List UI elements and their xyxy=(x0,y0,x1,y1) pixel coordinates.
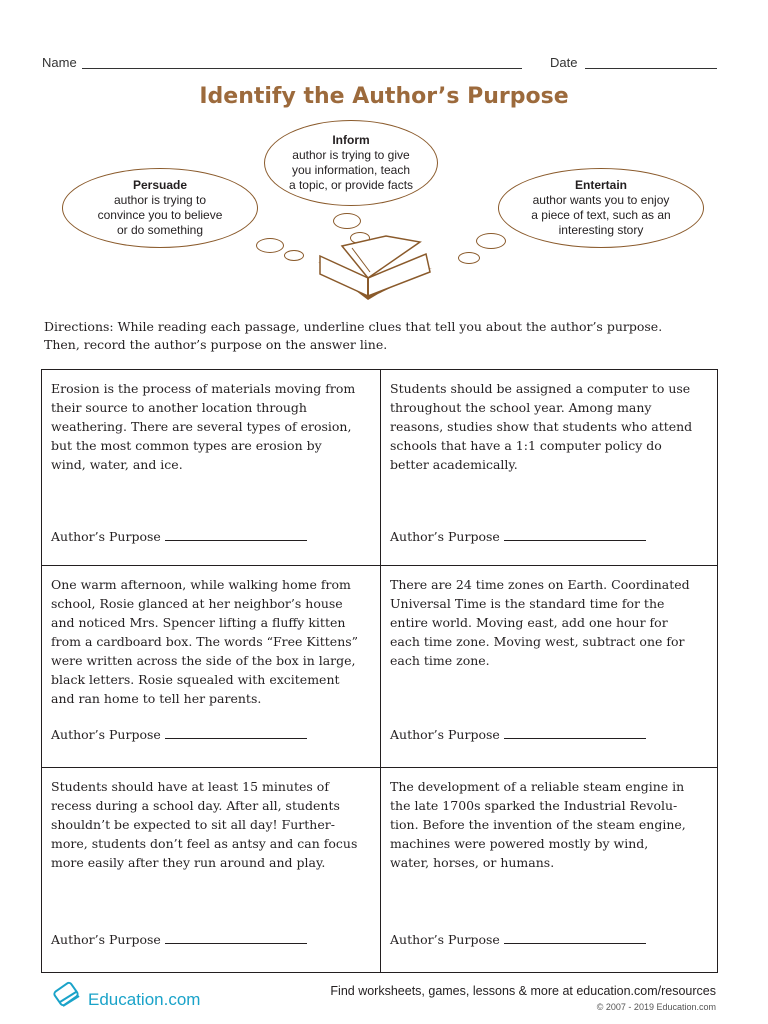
thought-dot xyxy=(256,238,284,253)
passage-line: There are 24 time zones on Earth. Coordinated xyxy=(390,577,690,592)
passage-line: Students should be assigned a computer to use xyxy=(390,381,691,396)
purpose-label: Author’s Purpose xyxy=(51,529,161,544)
passage-line: more, students don’t feel as antsy and can focus xyxy=(51,836,358,851)
passage-line: from a cardboard box. The words “Free Kittens” xyxy=(51,634,359,649)
passage-line: wind, water, and ice. xyxy=(51,457,183,472)
passage-cell-4 xyxy=(381,566,718,767)
footer-tagline[interactable]: Find worksheets, games, lessons & more at education.com/resources xyxy=(330,984,716,998)
education-logo-text[interactable]: Education.com xyxy=(88,990,201,1009)
answer-line[interactable] xyxy=(165,726,307,739)
inform-line-1: author is trying to give xyxy=(292,148,410,162)
passage-line: Universal Time is the standard time for the xyxy=(390,596,665,611)
authors-purpose-answer xyxy=(390,931,646,947)
purpose-label: Author’s Purpose xyxy=(390,727,500,742)
purpose-label: Author’s Purpose xyxy=(390,529,500,544)
passage-text xyxy=(390,777,712,872)
thought-dot xyxy=(284,250,304,261)
passage-cell-5 xyxy=(42,768,380,972)
answer-line[interactable] xyxy=(504,528,646,541)
thought-dot xyxy=(476,233,506,249)
passage-line: schools that have a 1:1 computer policy do xyxy=(390,438,662,453)
entertain-line-3: interesting story xyxy=(558,223,644,237)
passage-line: and noticed Mrs. Spencer lifting a fluffy kitten xyxy=(51,615,346,630)
passage-line: better academically. xyxy=(390,457,518,472)
passage-text xyxy=(51,777,373,872)
directions xyxy=(44,318,734,354)
authors-purpose-answer xyxy=(51,931,307,947)
purpose-label: Author’s Purpose xyxy=(390,932,500,947)
passage-line: One warm afternoon, while walking home from xyxy=(51,577,351,592)
passage-line: and ran home to tell her parents. xyxy=(51,691,262,706)
inform-line-2: you information, teach xyxy=(291,163,411,177)
passage-line: Erosion is the process of materials moving from xyxy=(51,381,356,396)
passage-line: tion. Before the invention of the steam engine, xyxy=(390,817,686,832)
name-label: Name xyxy=(42,55,77,70)
purpose-label: Author’s Purpose xyxy=(51,932,161,947)
passage-line: each time zone. xyxy=(390,653,490,668)
passage-line: recess during a school day. After all, students xyxy=(51,798,340,813)
answer-line[interactable] xyxy=(165,931,307,944)
date-line[interactable] xyxy=(585,68,717,69)
thought-dot xyxy=(333,213,361,229)
authors-purpose-answer xyxy=(390,726,646,742)
passage-line: each time zone. Moving west, subtract one for xyxy=(390,634,685,649)
passage-line: water, horses, or humans. xyxy=(390,855,555,870)
passage-cell-6 xyxy=(381,768,718,972)
entertain-line-2: a piece of text, such as an xyxy=(531,208,671,222)
passage-line: their source to another location through xyxy=(51,400,307,415)
inform-heading: Inform xyxy=(332,133,370,147)
passage-line: machines were powered mostly by wind, xyxy=(390,836,649,851)
passage-line: reasons, studies show that students who attend xyxy=(390,419,693,434)
passage-line: more easily after they run around and play. xyxy=(51,855,326,870)
page-title: Identify the Author’s Purpose xyxy=(199,84,569,109)
passage-text xyxy=(51,575,373,708)
passage-line: the late 1700s sparked the Industrial Revolu- xyxy=(390,798,678,813)
date-label: Date xyxy=(550,55,578,70)
directions-line-1: Directions: While reading each passage, underline clues that tell you about the author’s purpose. xyxy=(44,319,663,334)
passage-line: were written across the side of the box in large, xyxy=(51,653,356,668)
passage-line: The development of a reliable steam engine in xyxy=(390,779,685,794)
passage-text xyxy=(51,379,373,474)
education-logo-icon xyxy=(52,980,86,1010)
entertain-heading: Entertain xyxy=(574,178,627,192)
thought-dot xyxy=(458,252,480,264)
passage-line: school, Rosie glanced at her neighbor’s house xyxy=(51,596,343,611)
directions-line-2: Then, record the author’s purpose on the answer line. xyxy=(44,337,388,352)
answer-line[interactable] xyxy=(165,528,307,541)
persuade-line-3: or do something xyxy=(116,223,204,237)
name-line[interactable] xyxy=(82,68,522,69)
answer-line[interactable] xyxy=(504,726,646,739)
passage-text xyxy=(390,379,712,474)
passage-line: weathering. There are several types of erosion, xyxy=(51,419,352,434)
persuade-line-2: convince you to believe xyxy=(97,208,223,222)
persuade-line-1: author is trying to xyxy=(113,193,207,207)
footer-copyright: © 2007 - 2019 Education.com xyxy=(596,1002,716,1012)
authors-purpose-answer xyxy=(51,528,307,544)
purpose-label: Author’s Purpose xyxy=(51,727,161,742)
passage-grid xyxy=(41,369,718,973)
inform-line-3: a topic, or provide facts xyxy=(288,178,414,192)
entertain-line-1: author wants you to enjoy xyxy=(532,193,670,207)
answer-line[interactable] xyxy=(504,931,646,944)
inform-bubble xyxy=(264,120,438,206)
passage-line: entire world. Moving east, add one hour for xyxy=(390,615,668,630)
authors-purpose-answer xyxy=(390,528,646,544)
authors-purpose-answer xyxy=(51,726,307,742)
passage-text xyxy=(390,575,712,670)
passage-line: throughout the school year. Among many xyxy=(390,400,652,415)
passage-line: but the most common types are erosion by xyxy=(51,438,322,453)
persuade-bubble xyxy=(62,168,258,248)
persuade-heading: Persuade xyxy=(132,178,188,192)
passage-line: shouldn’t be expected to sit all day! Further- xyxy=(51,817,335,832)
passage-cell-2 xyxy=(381,370,718,565)
passage-line: black letters. Rosie squealed with excitement xyxy=(51,672,340,687)
open-book-icon xyxy=(312,234,440,306)
entertain-bubble xyxy=(498,168,704,248)
passage-cell-3 xyxy=(42,566,380,767)
passage-line: Students should have at least 15 minutes of xyxy=(51,779,329,794)
passage-cell-1 xyxy=(42,370,380,565)
